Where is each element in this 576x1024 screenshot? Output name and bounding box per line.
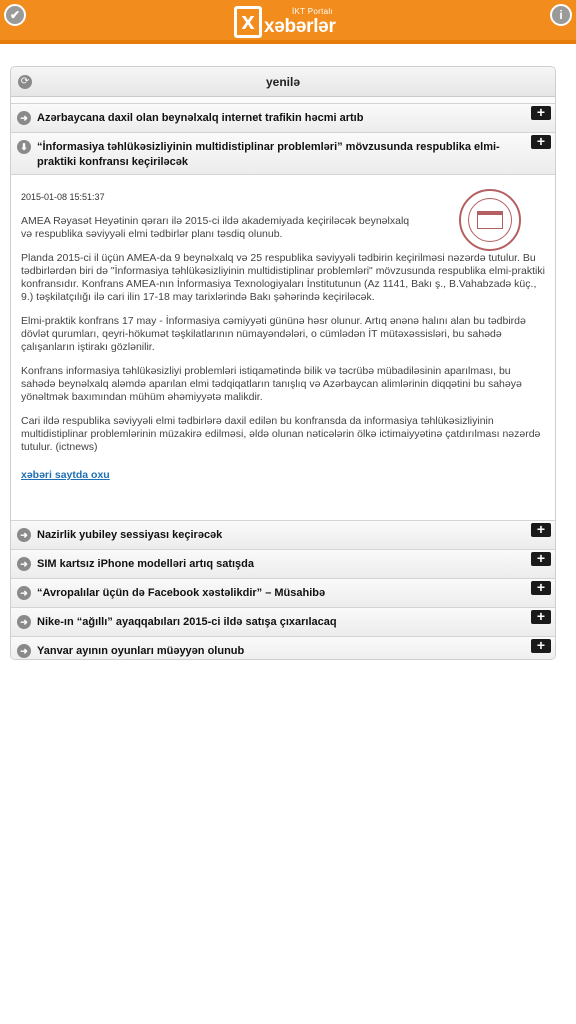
arrow-right-icon: ➜ xyxy=(17,615,31,629)
news-item-title: “İnformasiya təhlükəsizliyinin multidistiplinar problemləri” mövzusunda respublika elmi-praktiki konfransı keçiriləcək xyxy=(37,141,500,168)
arrow-down-icon: ⬇ xyxy=(17,140,31,154)
news-item[interactable] xyxy=(11,636,555,660)
plus-icon[interactable]: + xyxy=(531,610,551,624)
article-paragraph: AMEA Rəyasət Heyətinin qərarı ilə 2015-ci ildə akademiyada keçiriləcək beynəlxalq və respublika səviyyəli elmi tədbirlər planı təsdiq olunub. xyxy=(21,215,410,240)
article-paragraph: Konfrans informasiya təhlükəsizliyi problemləri istiqamətində bilik və təcrübə mübadiləsinin aparılması, bu sahədə beynəlxalq aləmdə aparılan elmi tədqiqatların tanışlıq və Azərbaycan alimlərinin diqqətini bu sahəyə yönəltmək baxımından mühüm əhəmiyyətə malikdir. xyxy=(21,365,522,403)
arrow-right-icon: ➜ xyxy=(17,111,31,125)
app-header xyxy=(0,0,576,44)
plus-icon[interactable]: + xyxy=(531,639,551,653)
plus-icon[interactable]: + xyxy=(531,135,551,149)
news-item-title: Azərbaycana daxil olan beynəlxalq internet trafikin həcmi artıb xyxy=(37,112,364,124)
news-item-title: “Avropalılar üçün də Facebook xəstəlikdir” – Müsahibə xyxy=(37,587,326,599)
read-more-link[interactable]: xəbəri saytda oxu xyxy=(21,469,110,481)
news-list xyxy=(11,103,555,660)
article-timestamp: 2015-01-08 15:51:37 xyxy=(21,192,105,202)
plus-icon[interactable]: + xyxy=(531,106,551,120)
arrow-right-icon: ➜ xyxy=(17,528,31,542)
logo-title: xəbərlər xyxy=(264,16,336,37)
refresh-label: yenilə xyxy=(265,75,301,89)
news-panel xyxy=(10,66,556,660)
arrow-right-icon: ➜ xyxy=(17,586,31,600)
amea-seal-icon xyxy=(459,189,521,251)
arrow-right-icon: ➜ xyxy=(17,644,31,658)
info-icon[interactable]: i xyxy=(550,4,572,26)
news-item[interactable] xyxy=(11,520,555,549)
article-paragraph: Cari ildə respublika səviyyəli elmi tədbirlərə daxil edilən bu konfransda da informasiya təhlükəsizliyinin multidistiplinar problemlərinin müzakirə edilməsi, əldə olunan nəticələrin ölkə ictimaiyyətinə çatdırılması nəzərdə tutulur. (ictnews) xyxy=(21,415,541,453)
refresh-icon: ⟳ xyxy=(18,75,32,89)
logo-x-mark: x xyxy=(234,6,262,38)
check-icon[interactable]: ✔ xyxy=(4,4,26,26)
seal-building xyxy=(477,211,503,229)
seal-inner-ring xyxy=(468,198,512,242)
xeberler-logo xyxy=(234,6,344,40)
article-body xyxy=(11,174,555,520)
article-paragraph: Elmi-praktik konfrans 17 may - İnformasiya cəmiyyəti gününə həsr olunur. Artıq ənənə halını alan bu tədbirdə dövlət qurumları, qeyri-hökumət təşkilatlarının nümayəndələri, o cümlədən İT mütəxəssisləri, bu sahədə çalışanların iştirakı gözlənilir. xyxy=(21,315,526,353)
news-list-more xyxy=(11,520,555,660)
plus-icon[interactable]: + xyxy=(531,581,551,595)
news-item-title: Yanvar ayının oyunları müəyyən olunub xyxy=(37,645,245,657)
refresh-button[interactable] xyxy=(11,67,555,97)
plus-icon[interactable]: + xyxy=(531,523,551,537)
plus-icon[interactable]: + xyxy=(531,552,551,566)
news-item-title: Nike-ın “ağıllı” ayaqqabıları 2015-ci ildə satışa çıxarılacaq xyxy=(37,616,337,628)
logo-subtitle: İKT Portalı xyxy=(292,7,333,16)
news-item[interactable] xyxy=(11,607,555,636)
news-item-title: SIM kartsız iPhone modelləri artıq satışda xyxy=(37,558,255,570)
news-item[interactable] xyxy=(11,578,555,607)
news-item-title: Nazirlik yubiley sessiyası keçirəcək xyxy=(37,529,223,541)
arrow-right-icon: ➜ xyxy=(17,557,31,571)
article-paragraph: Planda 2015-ci il üçün AMEA-da 9 beynəlxalq və 25 respublika səviyyəli tədbirin keçirilməsi nəzərdə tutulur. Bu tədbirlərdən biri də "İnformasiya təhlükəsizliyinin multidistiplinar problemləri" mövzusunda respublika elmi-praktiki konfransıdır. Konfrans AMEA-nın İnformasiya Texnologiyaları İnstitutunun (Az 1141, Bakı ş., B.Vahabzadə küç., 9.) təşkilatçılığı ilə cari ilin 17-18 may tarixlərində Bakı şəhərində keçiriləcək. xyxy=(21,252,545,303)
news-item[interactable] xyxy=(11,103,555,132)
news-item[interactable] xyxy=(11,549,555,578)
news-item-expanded[interactable] xyxy=(11,132,555,174)
